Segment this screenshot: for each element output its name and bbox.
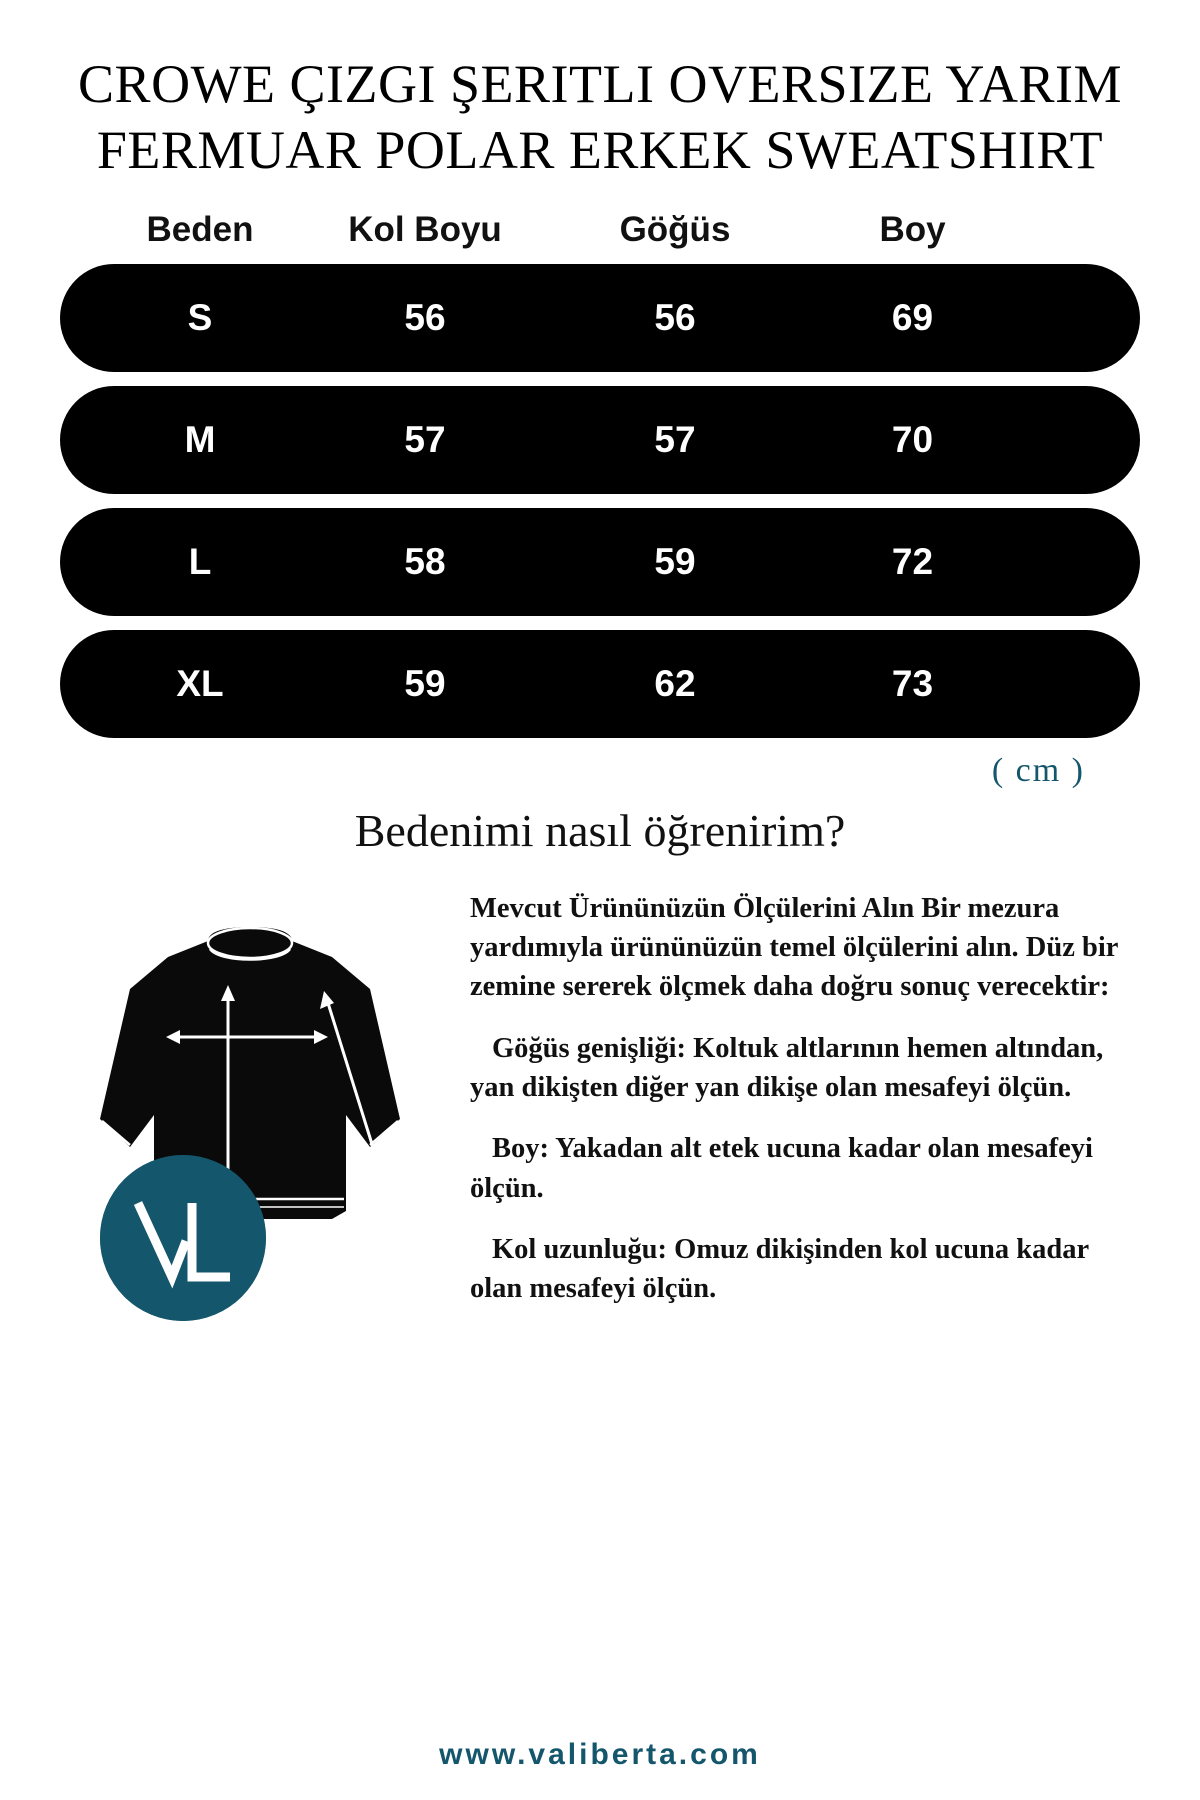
cell-kol-boyu: 56 [404,296,446,338]
page-title: CROWE ÇIZGI ŞERITLI OVERSIZE YARIM FERMUAR POLAR ERKEK SWEATSHIRT [78,54,1122,180]
cell-gogus: 57 [654,418,696,460]
size-table [60,210,1140,790]
column-header-gogus: Göğüs [619,209,731,249]
cell-gogus: 62 [654,662,696,704]
instruction-paragraph-sleeve: Kol uzunluğu: Omuz dikişinden kol ucuna kadar olan mesafeyi ölçün. [470,1234,1089,1305]
table-row [60,630,1140,738]
cell-kol-boyu: 57 [404,418,446,460]
column-header-boy: Boy [879,209,946,249]
cell-boy: 69 [891,296,934,338]
cell-beden: L [188,540,212,582]
brand-logo [100,1155,266,1321]
cell-beden: M [184,418,216,460]
column-header-beden: Beden [146,209,254,249]
howto-heading: Bedenimi nasıl öğrenirim? [354,804,846,856]
howto-content [60,879,1140,1331]
illustration-column [60,879,460,1331]
cell-boy: 72 [891,540,934,582]
footer-website[interactable]: www.valiberta.com [439,1738,761,1771]
unit-label: ( cm ) [991,751,1085,789]
cell-gogus: 59 [654,540,696,582]
table-row [60,508,1140,616]
cell-beden: XL [176,662,224,704]
cell-boy: 73 [891,662,934,704]
column-header-kol-boyu: Kol Boyu [348,209,502,249]
instruction-paragraph-length: Boy: Yakadan alt etek ucuna kadar olan mesafeyi ölçün. [470,1133,1093,1204]
cell-boy: 70 [891,418,934,460]
table-row [60,264,1140,372]
cell-kol-boyu: 58 [404,540,446,582]
cell-beden: S [187,296,213,338]
cell-kol-boyu: 59 [404,662,446,704]
instruction-paragraph-measure: Mevcut Ürününüzün Ölçülerini Alın Bir mezura yardımıyla ürününüzün temel ölçülerini alın. Düz bir zemine sererek ölçmek daha doğru sonuç verecektir: [470,892,1118,1003]
table-row [60,386,1140,494]
instruction-paragraph-chest: Göğüs genişliği: Koltuk altlarının hemen altından, yan dikişten diğer yan dikişe olan mesafeyi ölçün. [470,1032,1104,1104]
cell-gogus: 56 [654,296,696,338]
instructions-column [460,879,1140,1331]
size-table-header-row [60,210,1140,250]
